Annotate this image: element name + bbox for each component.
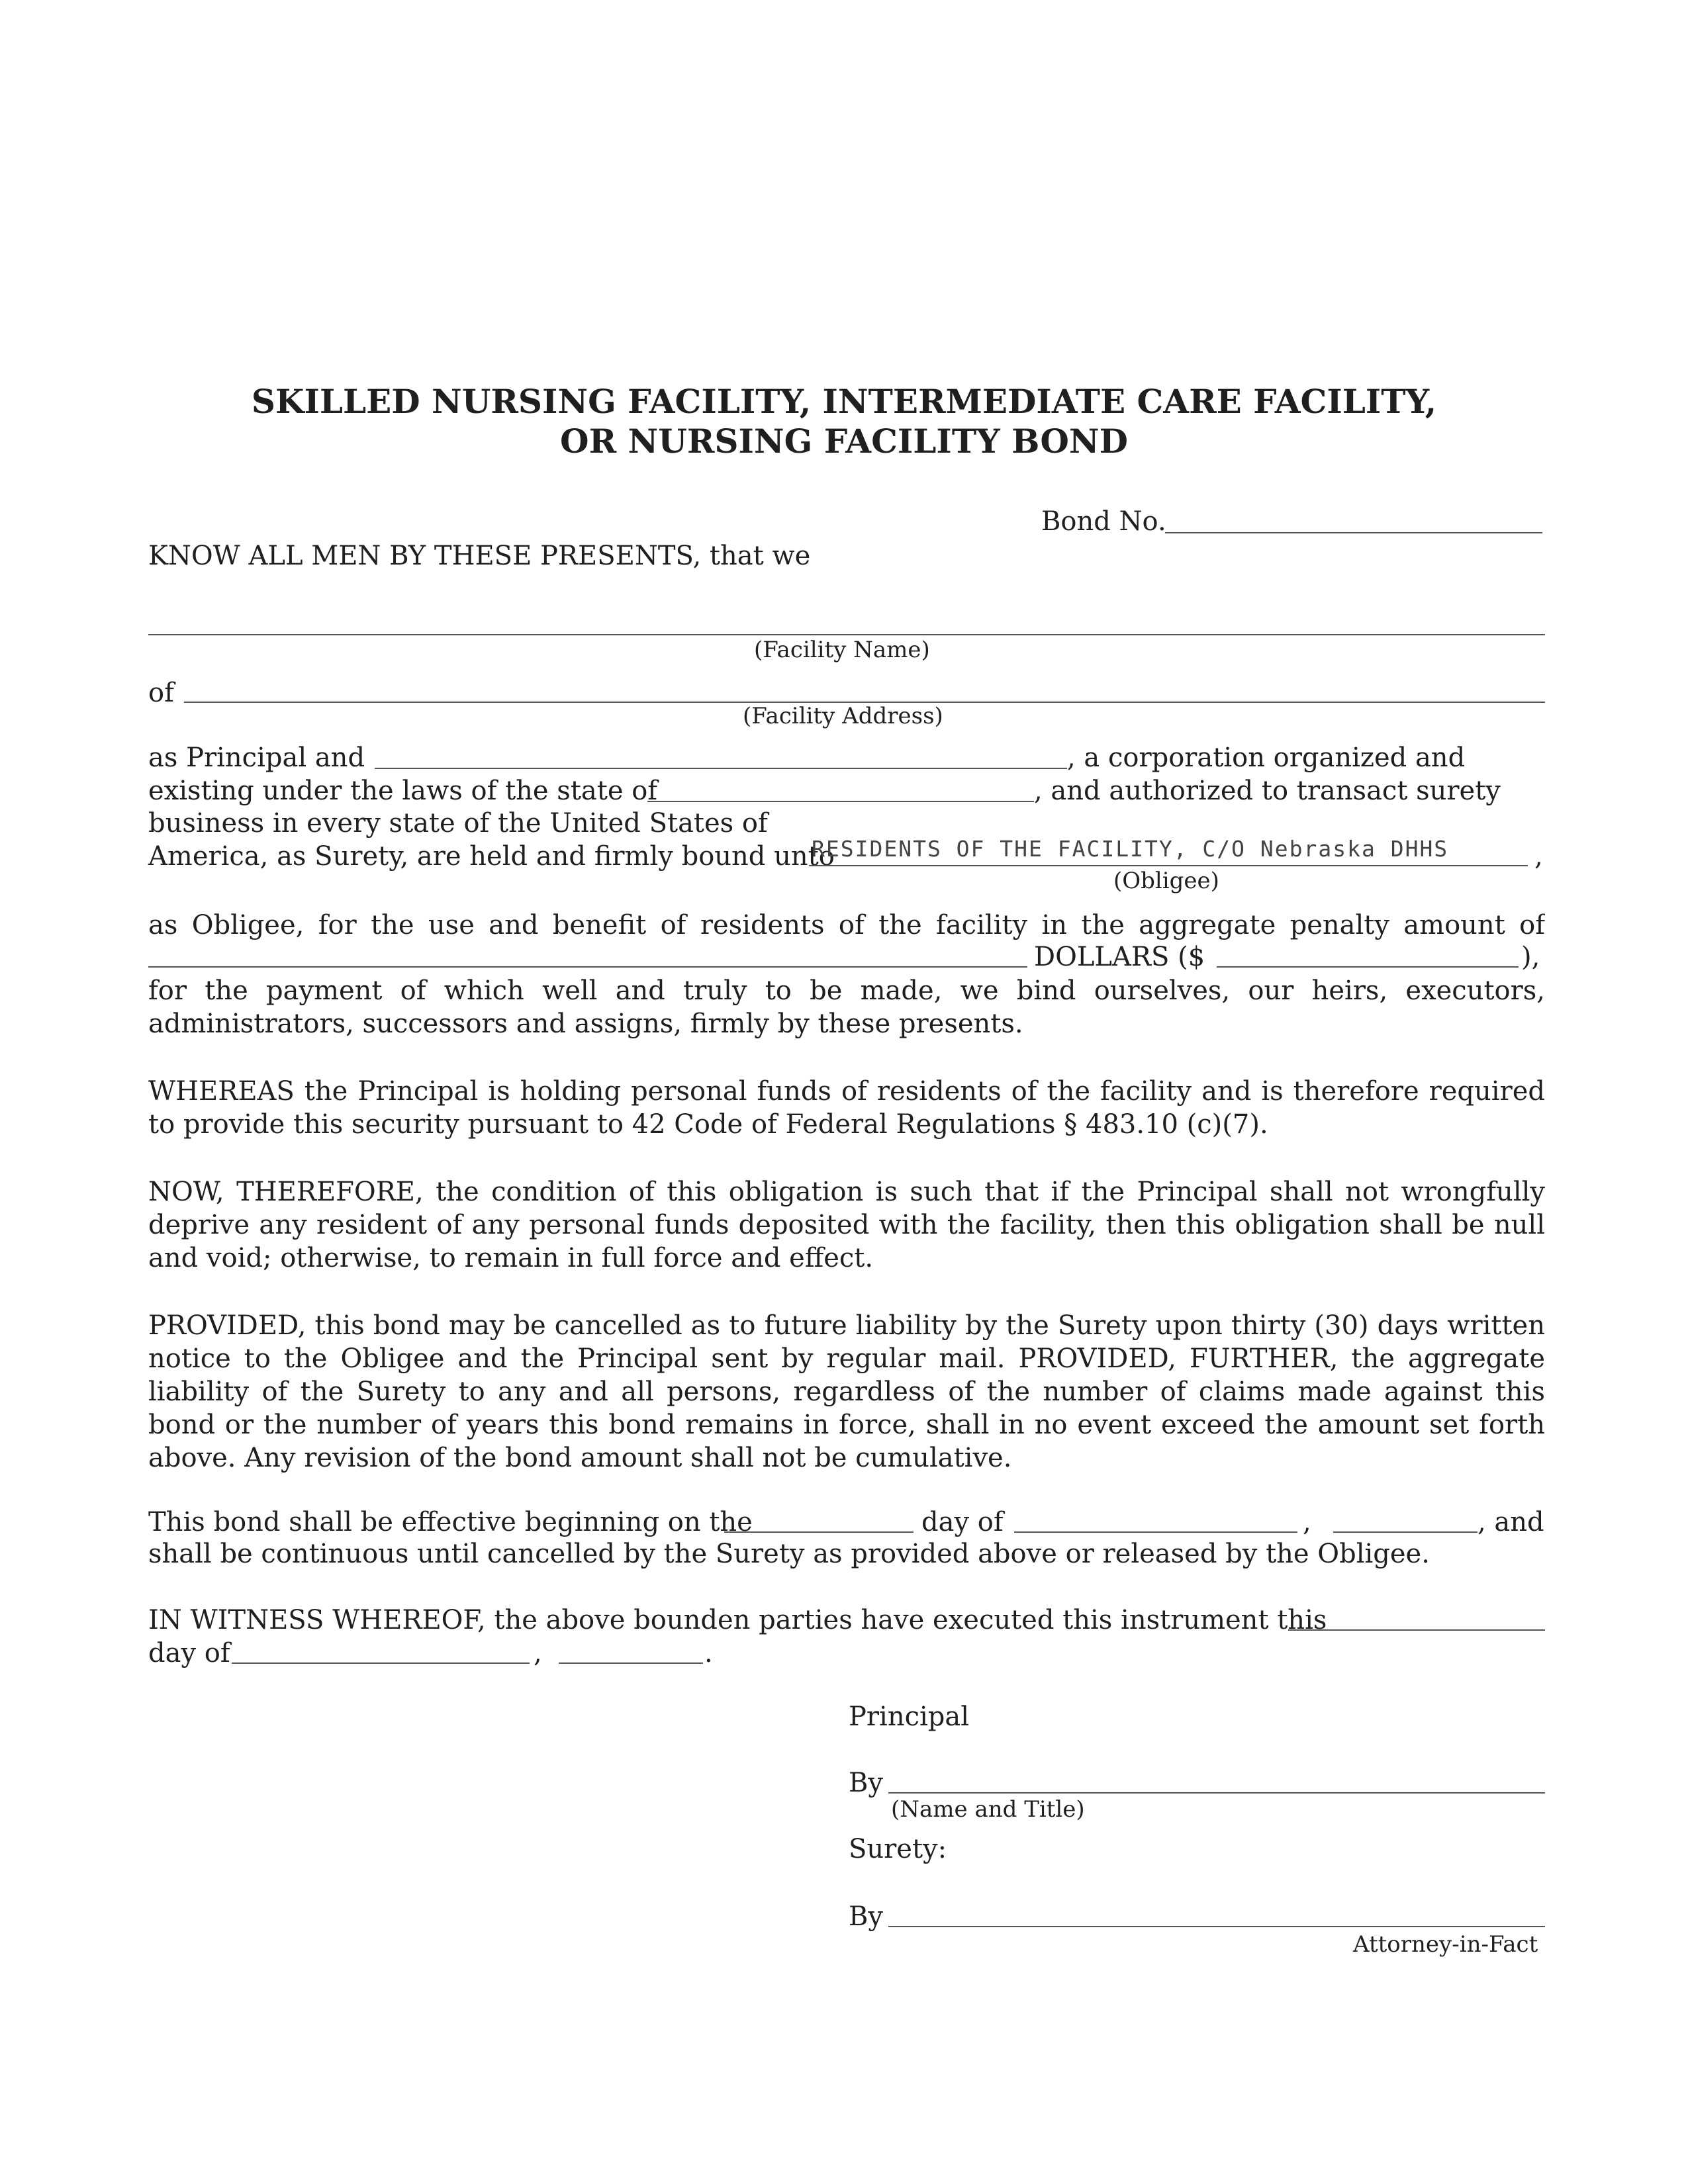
now-therefore-paragraph: NOW, THEREFORE, the condition of this obligation is such that if the Principal shall not wrongfully deprive any resident of any personal funds deposited with the facility, then this obligation shall be null and void; otherwise, to remain in full force and effect. [148, 1177, 1545, 1273]
state-field[interactable] [647, 801, 1034, 802]
bond-no-field[interactable] [1165, 532, 1542, 533]
facility-name-field[interactable] [148, 634, 1545, 635]
effective-year-field[interactable] [1333, 1531, 1477, 1533]
dollars-label: DOLLARS ($ [1034, 942, 1205, 972]
effective-day-of: day of [921, 1507, 1004, 1537]
amount-words-field[interactable] [148, 966, 1027, 968]
effective-day-field[interactable] [724, 1531, 914, 1533]
effective-month-field[interactable] [1014, 1531, 1297, 1533]
know-all-text: KNOW ALL MEN BY THESE PRESENTS, that we [148, 541, 811, 571]
witness-day-of: day of [148, 1638, 230, 1668]
by-surety-label: By [849, 1901, 883, 1932]
bond-no-label: Bond No. [1041, 506, 1166, 537]
obligee-paragraph: as Obligee, for the use and benefit of residents of the facility in the aggregate penalty amount of [148, 910, 1545, 940]
corporation-text: , a corporation organized and [1067, 743, 1466, 773]
authorized-text: , and authorized to transact surety [1034, 776, 1501, 806]
surety-name-field[interactable] [375, 768, 1067, 769]
provided-paragraph: PROVIDED, this bond may be cancelled as to future liability by the Surety upon thirty (30) days written notice to the Obligee and the Principal sent by regular mail. PROVIDED, FURTHER, the aggregate liability of the Surety to any and all persons, regardless of the number of claims made against this bond or the number of years this bond remains in force, shall in no event exceed the amount set forth above. Any revision of the bond amount shall not be cumulative. [148, 1310, 1545, 1473]
document-title-line1: SKILLED NURSING FACILITY, INTERMEDIATE CARE FACILITY, [251, 382, 1437, 421]
amount-number-field[interactable] [1217, 966, 1519, 968]
obligee-value: RESIDENTS OF THE FACILITY, C/O Nebraska DHHS [812, 836, 1449, 862]
obligee-field[interactable] [809, 865, 1528, 866]
surety-signature-field[interactable] [888, 1926, 1545, 1927]
whereas-paragraph: WHEREAS the Principal is holding personal funds of residents of the facility and is therefore required to provide this security pursuant to 42 Code of Federal Regulations § 483.10 (c)(7). [148, 1076, 1545, 1140]
witness-month-field[interactable] [232, 1662, 530, 1664]
principal-signature-field[interactable] [888, 1792, 1545, 1794]
payment-paragraph: for the payment of which well and truly to be made, we bind ourselves, our heirs, executors, administrators, successors and assigns, firmly by these presents. [148, 976, 1545, 1039]
surety-label: Surety: [849, 1834, 947, 1864]
witness-day-field[interactable] [1288, 1629, 1545, 1631]
principal-label: Principal [849, 1702, 970, 1732]
of-label: of [148, 678, 174, 708]
witness-period: . [704, 1638, 713, 1668]
as-principal-text: as Principal and [148, 743, 365, 773]
dollars-close: ), [1521, 942, 1540, 972]
effective-comma: , [1303, 1507, 1311, 1537]
effective-prefix: This bond shall be effective beginning on the [148, 1507, 753, 1537]
obligee-label: (Obligee) [1113, 868, 1219, 894]
name-title-label: (Name and Title) [891, 1796, 1085, 1823]
obligee-comma: , [1534, 841, 1543, 872]
facility-name-label: (Facility Name) [754, 637, 930, 663]
effective-and: , and [1477, 1507, 1544, 1537]
america-text: America, as Surety, are held and firmly bound unto [148, 841, 835, 872]
witness-year-field[interactable] [559, 1662, 703, 1664]
document-title-line2: OR NURSING FACILITY BOND [560, 422, 1128, 461]
witness-comma: , [534, 1638, 542, 1668]
effective-line2: shall be continuous until cancelled by the Surety as provided above or released by the Obligee. [148, 1539, 1430, 1569]
attorney-in-fact-label: Attorney-in-Fact [1353, 1931, 1538, 1958]
by-principal-label: By [849, 1768, 883, 1798]
facility-address-label: (Facility Address) [743, 703, 943, 729]
witness-line1: IN WITNESS WHEREOF, the above bounden parties have executed this instrument this [148, 1605, 1327, 1635]
existing-state-text: existing under the laws of the state of [148, 776, 658, 806]
business-text: business in every state of the United States of [148, 808, 768, 839]
